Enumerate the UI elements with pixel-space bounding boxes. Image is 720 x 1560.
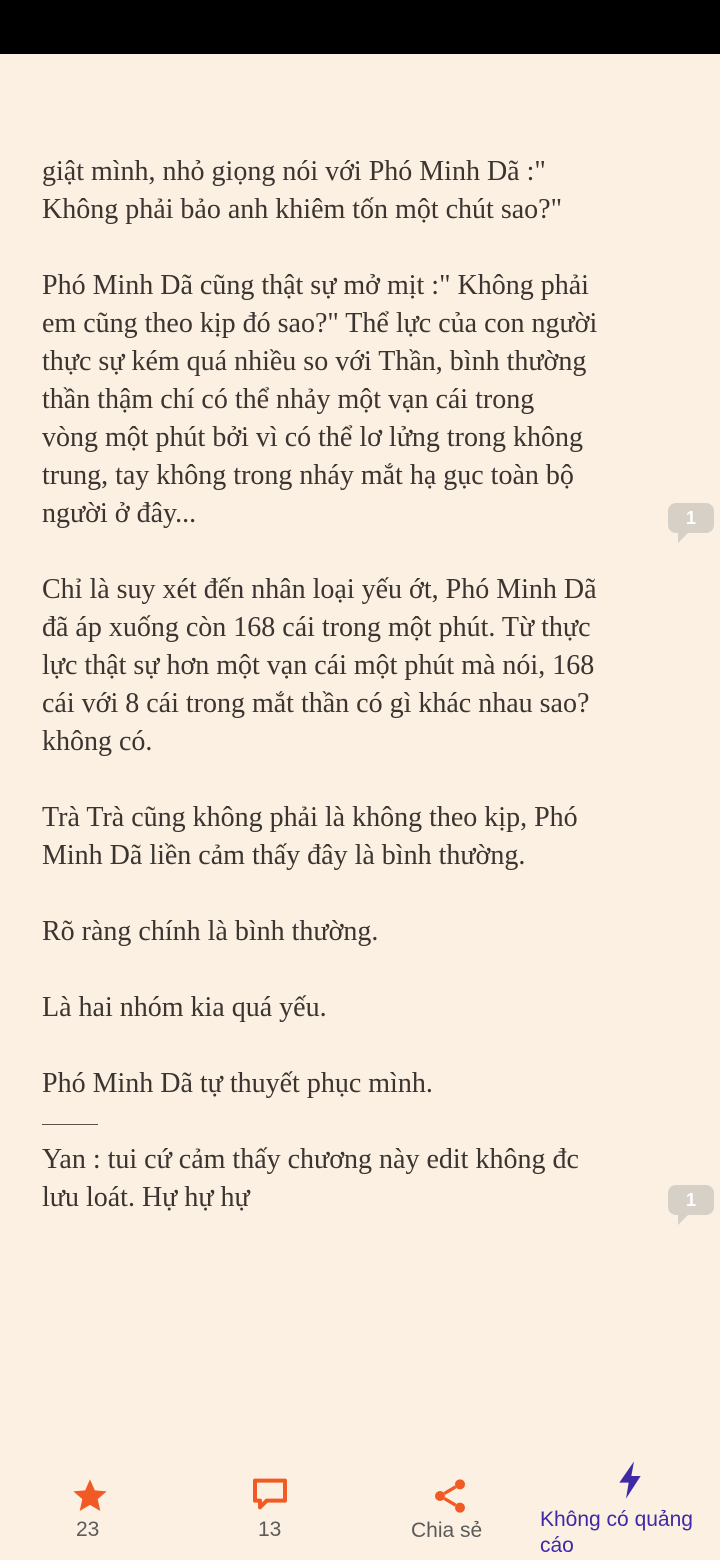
paragraph-comment-badge[interactable]: 1 (668, 503, 714, 533)
comment-count: 13 (258, 1518, 282, 1541)
text-line: em cũng theo kịp đó sao?" Thể lực của con người (42, 308, 598, 339)
star-icon (70, 1476, 110, 1516)
paragraph (42, 571, 672, 761)
text-line: thần thậm chí có thể nhảy một vạn cái trong (42, 384, 535, 415)
like-count: 23 (76, 1518, 100, 1541)
no-ads-button[interactable] (530, 1454, 715, 1560)
comments-button[interactable] (220, 1454, 320, 1560)
text-line: Phó Minh Dã tự thuyết phục mình. (42, 1068, 433, 1099)
paragraph (42, 799, 672, 875)
paragraph (42, 267, 672, 533)
chapter-content (0, 54, 720, 1454)
text-line: Phó Minh Dã cũng thật sự mở mịt :" Không phải (42, 270, 589, 301)
text-line: Rõ ràng chính là bình thường. (42, 916, 379, 947)
bottom-action-bar (0, 1454, 720, 1560)
share-button[interactable] (400, 1454, 510, 1560)
text-line: thực sự kém quá nhiều so với Thần, bình thường (42, 346, 587, 377)
text-line: Chỉ là suy xét đến nhân loại yếu ớt, Phó Minh Dã (42, 574, 597, 605)
text-line: Minh Dã liền cảm thấy đây là bình thường. (42, 840, 526, 871)
like-button[interactable] (40, 1454, 140, 1560)
text-line: Không phải bảo anh khiêm tốn một chút sao?" (42, 194, 562, 225)
paragraph-comment-badge[interactable]: 1 (668, 1185, 714, 1215)
text-line: Là hai nhóm kia quá yếu. (42, 992, 327, 1023)
text-line: trung, tay không trong nháy mắt hạ gục toàn bộ (42, 460, 574, 491)
comment-icon (250, 1474, 290, 1514)
text-line: lực thật sự hơn một vạn cái một phút mà nói, 168 (42, 650, 595, 681)
lightning-icon (614, 1460, 646, 1500)
text-line: cái với 8 cái trong mắt thần có gì khác nhau sao? (42, 688, 590, 719)
paragraph (42, 989, 672, 1027)
author-note-divider (42, 1124, 98, 1125)
status-bar (0, 0, 720, 54)
paragraph (42, 913, 672, 951)
text-line: Trà Trà cũng không phải là không theo kịp, Phó (42, 802, 578, 833)
share-label: Chia sẻ (411, 1519, 483, 1542)
text-line: đã áp xuống còn 168 cái trong một phút. Từ thực (42, 612, 591, 643)
text-line: người ở đây... (42, 498, 197, 529)
text-line: vòng một phút bởi vì có thể lơ lửng trong không (42, 422, 583, 453)
no-ads-label: Không có quảng cáo (540, 1508, 693, 1557)
text-line: giật mình, nhỏ giọng nói với Phó Minh Dã :" (42, 156, 546, 187)
share-icon (430, 1476, 470, 1516)
paragraph (42, 1065, 672, 1103)
text-line: không có. (42, 726, 153, 757)
paragraph (42, 153, 672, 229)
author-note (42, 1141, 672, 1217)
text-line: Yan : tui cứ cảm thấy chương này edit không đc (42, 1144, 579, 1175)
text-line: lưu loát. Hự hự hự (42, 1182, 250, 1213)
